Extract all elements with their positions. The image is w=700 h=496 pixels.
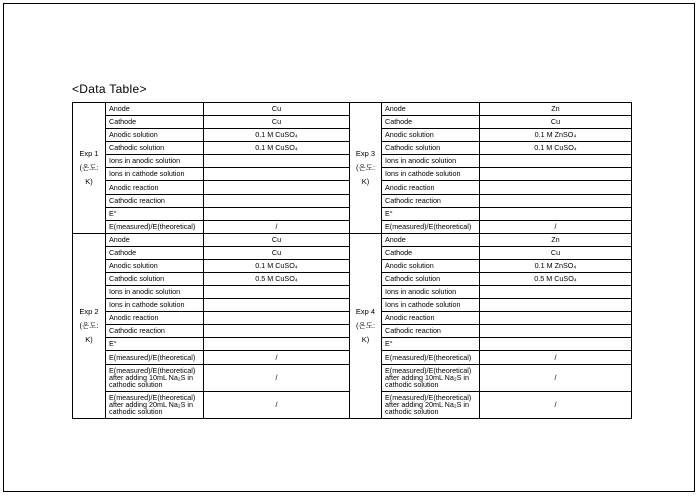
row-label-cell: Anode — [382, 233, 480, 246]
row-value-cell: Zn — [480, 233, 632, 246]
row-value-cell — [204, 207, 350, 220]
row-value-cell — [480, 286, 632, 299]
row-value-cell: Cu — [204, 246, 350, 259]
row-value-cell: / — [204, 364, 350, 391]
experiment-label-line: (온도: — [355, 320, 376, 330]
row-label-cell: Anodic solution — [382, 129, 480, 142]
row-value-cell — [480, 312, 632, 325]
row-value-cell: / — [480, 351, 632, 364]
row-label-cell: Ions in anodic solution — [106, 286, 204, 299]
experiment-label-cell — [350, 103, 382, 234]
experiment-label-line: Exp 1 — [79, 148, 99, 158]
row-value-cell: / — [480, 364, 632, 391]
row-label-cell: Anodic reaction — [382, 181, 480, 194]
row-label-cell: Anode — [106, 103, 204, 116]
row-value-cell: 0.1 M CuSO₄ — [204, 259, 350, 272]
row-value-cell — [204, 194, 350, 207]
data-table-title: <Data Table> — [72, 82, 147, 96]
row-label-cell: E(measured)/E(theoretical) after adding 10mL Na₂S in cathodic solution — [106, 364, 204, 391]
row-value-cell: 0.1 M CuSO₄ — [480, 142, 632, 155]
row-value-cell: 0.1 M CuSO₄ — [204, 129, 350, 142]
row-value-cell — [480, 194, 632, 207]
row-label-cell: Ions in cathode solution — [106, 168, 204, 181]
row-value-cell — [480, 299, 632, 312]
row-label-cell: E° — [106, 338, 204, 351]
row-value-cell — [480, 207, 632, 220]
row-label-cell: E° — [382, 338, 480, 351]
experiment-label-line: (온도: — [355, 162, 376, 172]
experiment-label-line: Exp 3 — [355, 148, 376, 158]
row-label-cell: Cathodic reaction — [106, 325, 204, 338]
row-value-cell — [204, 286, 350, 299]
row-label-cell: E(measured)/E(theoretical) — [382, 220, 480, 233]
row-value-cell: Cu — [204, 103, 350, 116]
row-value-cell: Cu — [480, 116, 632, 129]
row-label-cell: Cathodic solution — [106, 142, 204, 155]
row-value-cell — [480, 155, 632, 168]
row-value-cell — [204, 155, 350, 168]
experiment-label-line: K) — [85, 334, 93, 344]
row-value-cell — [204, 181, 350, 194]
row-value-cell: Zn — [480, 103, 632, 116]
row-label-cell: Anodic reaction — [106, 312, 204, 325]
row-value-cell — [204, 312, 350, 325]
row-label-cell: Cathode — [382, 116, 480, 129]
row-value-cell: 0.1 M ZnSO₄ — [480, 129, 632, 142]
row-value-cell: / — [204, 391, 350, 418]
row-label-cell: E° — [382, 207, 480, 220]
row-label-cell: Anodic reaction — [382, 312, 480, 325]
row-value-cell — [480, 168, 632, 181]
row-value-cell: / — [204, 351, 350, 364]
row-label-cell: Cathode — [382, 246, 480, 259]
row-label-cell: Cathodic solution — [382, 273, 480, 286]
row-label-cell: Cathodic reaction — [106, 194, 204, 207]
table-row — [73, 233, 632, 246]
row-label-cell: Anodic reaction — [106, 181, 204, 194]
row-label-cell: E(measured)/E(theoretical) — [106, 351, 204, 364]
row-value-cell — [204, 325, 350, 338]
row-value-cell: Cu — [480, 246, 632, 259]
experiment-label-line: (온도: — [79, 320, 99, 330]
row-value-cell — [204, 299, 350, 312]
experiment-label-line: Exp 2 — [79, 306, 99, 316]
row-label-cell: Anode — [382, 103, 480, 116]
row-value-cell — [480, 338, 632, 351]
row-label-cell: Ions in cathode solution — [382, 168, 480, 181]
experiment-label-line: K) — [361, 334, 370, 344]
row-value-cell — [480, 325, 632, 338]
experiment-label-cell — [73, 233, 106, 418]
experiment-label-cell — [350, 233, 382, 418]
row-value-cell: 0.5 M CuSO₄ — [204, 273, 350, 286]
data-table-body — [73, 103, 632, 419]
row-label-cell: Ions in anodic solution — [106, 155, 204, 168]
row-label-cell: Ions in cathode solution — [106, 299, 204, 312]
row-label-cell: Cathodic reaction — [382, 325, 480, 338]
row-label-cell: E° — [106, 207, 204, 220]
row-label-cell: Cathode — [106, 116, 204, 129]
row-value-cell: 0.1 M CuSO₄ — [204, 142, 350, 155]
row-value-cell — [204, 338, 350, 351]
row-value-cell: 0.5 M CuSO₄ — [480, 273, 632, 286]
row-label-cell: Anodic solution — [382, 259, 480, 272]
data-table — [72, 102, 632, 419]
experiment-label-line: K) — [85, 176, 93, 186]
row-label-cell: E(measured)/E(theoretical) — [382, 351, 480, 364]
row-label-cell: Ions in cathode solution — [382, 299, 480, 312]
row-label-cell: Ions in anodic solution — [382, 286, 480, 299]
row-value-cell: / — [204, 220, 350, 233]
row-value-cell — [204, 168, 350, 181]
row-label-cell: Cathodic solution — [382, 142, 480, 155]
row-value-cell: Cu — [204, 233, 350, 246]
row-label-cell: Cathodic reaction — [382, 194, 480, 207]
row-value-cell — [480, 181, 632, 194]
experiment-label-cell — [73, 103, 106, 234]
experiment-label-line: Exp 4 — [355, 306, 376, 316]
row-label-cell: Ions in anodic solution — [382, 155, 480, 168]
experiment-label-line: K) — [361, 176, 370, 186]
row-value-cell: Cu — [204, 116, 350, 129]
experiment-label-line: (온도: — [79, 162, 99, 172]
row-value-cell: 0.1 M ZnSO₄ — [480, 259, 632, 272]
row-value-cell: / — [480, 220, 632, 233]
row-label-cell: E(measured)/E(theoretical) after adding 20mL Na₂S in cathodic solution — [106, 391, 204, 418]
row-label-cell: Anodic solution — [106, 129, 204, 142]
row-label-cell: Anodic solution — [106, 259, 204, 272]
row-label-cell: Cathode — [106, 246, 204, 259]
table-row — [73, 103, 632, 116]
row-label-cell: E(measured)/E(theoretical) — [106, 220, 204, 233]
row-value-cell: / — [480, 391, 632, 418]
row-label-cell: E(measured)/E(theoretical) after adding 10mL Na₂S in cathodic solution — [382, 364, 480, 391]
row-label-cell: Anode — [106, 233, 204, 246]
row-label-cell: Cathodic solution — [106, 273, 204, 286]
row-label-cell: E(measured)/E(theoretical) after adding 20mL Na₂S in cathodic solution — [382, 391, 480, 418]
